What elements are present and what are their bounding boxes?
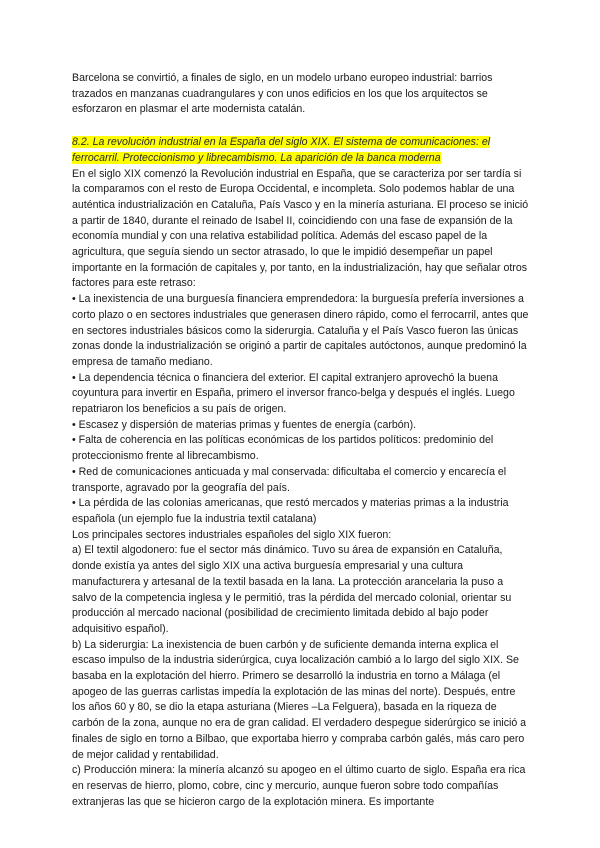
bullet-burguesia: • La inexistencia de una burguesía financiera emprendedora: la burguesía prefería inversiones a corto plazo o en sectores industriales que generasen dinero rápido, como el ferrocarril, antes que en sectores industriales básicos como la siderurgia. Cataluña y el País Vasco fueron las únicas zonas donde la industrialización se originó a partir de capitales autóctonos, aunque predominó la empresa de tamaño mediano.: [72, 293, 529, 368]
bullet-escasez: • Escasez y dispersión de materias primas y fuentes de energía (carbón).: [72, 418, 417, 431]
document-body: [72, 71, 530, 810]
bullet-coherencia: • Falta de coherencia en las políticas económicas de los partidos políticos: predominio del proteccionismo frente al librecambismo.: [72, 434, 494, 463]
paragraph-siderurgia: b) La siderurgia: La inexistencia de buen carbón y de suficiente demanda interna explica el escaso impulso de la industria siderúrgica, cuya localización cambió a lo largo del siglo XIX. Se basaba en la explotación del hierro. Primero se desarrolló la industria en torno a Málaga (el apogeo de las guerras carlistas impedía la explotación de las minas del norte). Después, entre los años 60 y 80, se dio la etapa asturiana (Mieres –La Felguera), basada en la riqueza de carbón de la zona, aunque no era de gran calidad. El verdadero despegue siderúrgico se inició a finales de siglo en torno a Bilbao, que exportaba hierro y compraba carbón galés, más caro pero de mejor calidad y rentabilidad.: [72, 638, 527, 761]
highlighted-heading-text: 8.2. La revolución industrial en la España del siglo XIX. El sistema de comunicaciones: el ferrocarril. Proteccionismo y librecambismo. La aparición de la banca moderna: [72, 136, 491, 164]
section-heading: [72, 135, 530, 166]
bullet-dependencia: • La dependencia técnica o financiera del exterior. El capital extranjero aprovechó la buena coyuntura para invertir en España, primero el inversor franco-belga y después el inglés. Luego repatriaron los beneficios a su país de origen.: [72, 371, 515, 416]
bullet-comunicaciones: • Red de comunicaciones anticuada y mal conservada: dificultaba el comercio y encarecía el transporte, agravado por la geografía del país.: [72, 465, 507, 494]
paragraph-intro-industrial: En el siglo XIX comenzó la Revolución industrial en España, que se caracteriza por ser tardía si la comparamos con el resto de Europa Occidental, e incompleta. Solo podemos hablar de una auténtica industrialización en Cataluña, País Vasco y en la minería asturiana. El proceso se inició a partir de 1840, durante el reinado de Isabel II, coincidiendo con una fase de expansión de la economía mundial y con una relativa estabilidad política. Además del escaso papel de la agricultura, que seguía siendo un sector atrasado, lo que le impidió desempeñar un papel importante en la formación de capitales y, por tanto, en la industrialización, hay que señalar otros factores para este retraso:: [72, 167, 529, 290]
intro-paragraph: Barcelona se convirtió, a finales de siglo, en un modelo urbano europeo industrial: barrios trazados en manzanas cuadrangulares y con unos edificios en los que los arquitectos se esforzaron en plasmar el arte modernista catalán.: [72, 72, 493, 116]
bullet-colonias: • La pérdida de las colonias americanas, que restó mercados y materias primas a la industria española (un ejemplo fue la industria textil catalana): [72, 497, 509, 525]
paragraph-mineria: c) Producción minera: la minería alcanzó su apogeo en el último cuarto de siglo. España era rica en reservas de hierro, plomo, cobre, cinc y mercurio, aunque fueron sobre todo compañías extranjeras las que se hicieron cargo de la explotación minera. Es importante: [72, 764, 526, 808]
paragraph-sectores: Los principales sectores industriales españoles del siglo XIX fueron:: [72, 528, 392, 541]
paragraph-textil: a) El textil algodonero: fue el sector más dinámico. Tuvo su área de expansión en Cataluña, donde existía ya antes del siglo XIX una activa burguesía empresarial y una cultura manufacturera y artesanal de la textil basada en la lana. La protección arancelaria la puso a salvo de la competencia inglesa y le permitió, tras la pérdida del mercado colonial, orientar su producción al mercado nacional (posibilidad de crecimiento limitada debido al bajo poder adquisitivo español).: [72, 544, 512, 635]
